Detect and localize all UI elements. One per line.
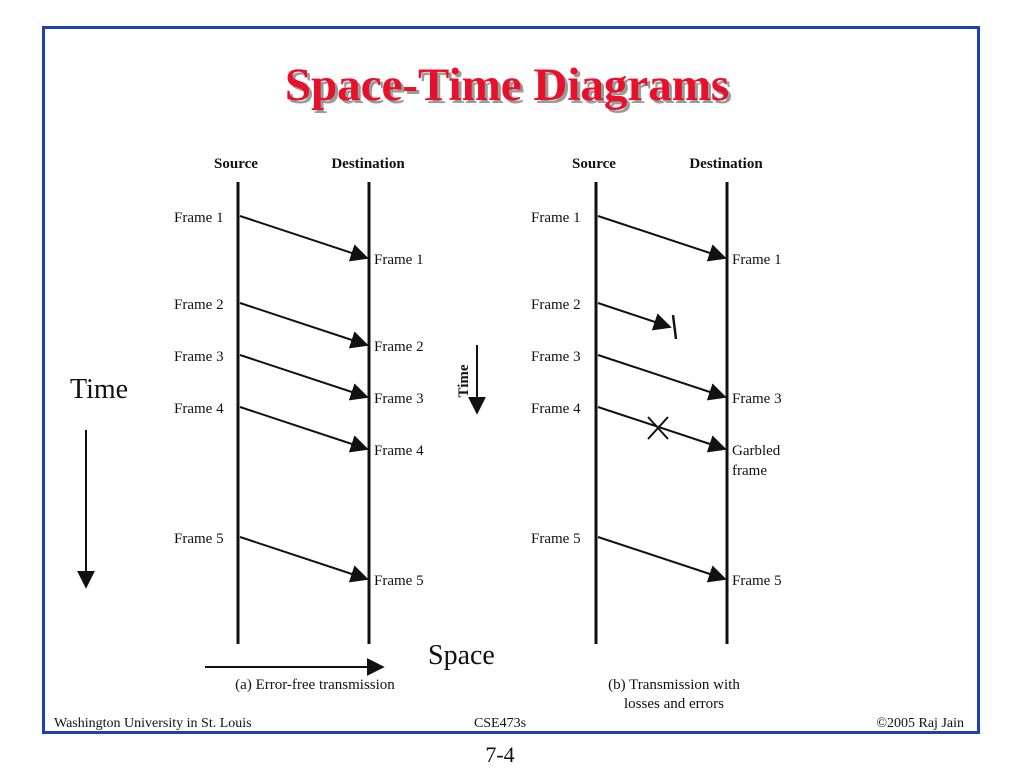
diagram-b-source-frame-4: Frame 4 <box>531 401 581 417</box>
diagram-b-garbled-label-line2: frame <box>732 463 767 479</box>
space-label: Space <box>428 640 495 671</box>
diagram-a-caption: (a) Error-free transmission <box>235 677 395 693</box>
diagram-a-destination-header: Destination <box>331 156 405 172</box>
diagram-b-source-frame-5: Frame 5 <box>531 531 581 547</box>
lost-frame-barrier-icon <box>673 315 676 339</box>
diagram-a-source-frame-4: Frame 4 <box>174 401 224 417</box>
diagram-a-source-frame-5: Frame 5 <box>174 531 224 547</box>
diagram-a-arrow-frame-1 <box>240 216 367 258</box>
diagram-a-dest-frame-2: Frame 2 <box>374 339 424 355</box>
diagram-b-destination-header: Destination <box>689 156 763 172</box>
diagram-a-source-frame-3: Frame 3 <box>174 349 224 365</box>
footer-institution: Washington University in St. Louis <box>54 716 252 731</box>
diagram-b-dest-frame-5: Frame 5 <box>732 573 782 589</box>
diagram-a-dest-frame-5: Frame 5 <box>374 573 424 589</box>
diagram-b-arrow-frame-2-lost <box>598 303 670 327</box>
diagram-b-caption-line2: losses and errors <box>624 696 724 712</box>
error-cross-icon <box>648 417 668 439</box>
diagram-a-source-frame-1: Frame 1 <box>174 210 224 226</box>
diagram-a-source-header: Source <box>214 156 258 172</box>
diagram-b-caption-line1: (b) Transmission with <box>608 677 740 693</box>
diagram-a-dest-frame-3: Frame 3 <box>374 391 424 407</box>
time-label-large: Time <box>70 374 129 405</box>
diagram-a-arrow-frame-2 <box>240 303 367 345</box>
diagram-b-garbled-label-line1: Garbled <box>732 443 781 459</box>
diagram-b-dest-frame-3: Frame 3 <box>732 391 782 407</box>
diagram-a-dest-frame-1: Frame 1 <box>374 252 424 268</box>
diagram-b-source-frame-2: Frame 2 <box>531 297 581 313</box>
diagram-a-source-frame-2: Frame 2 <box>174 297 224 313</box>
diagram-a-arrow-frame-3 <box>240 355 367 397</box>
diagram-b-source-frame-3: Frame 3 <box>531 349 581 365</box>
diagram-b-source-frame-1: Frame 1 <box>531 210 581 226</box>
diagram-a-dest-frame-4: Frame 4 <box>374 443 424 459</box>
slide-number: 7-4 <box>485 742 515 767</box>
footer-copyright: ©2005 Raj Jain <box>876 716 964 731</box>
diagram-b-arrow-frame-5 <box>598 537 725 579</box>
diagram-a-arrow-frame-5 <box>240 537 367 579</box>
diagram-b-arrow-frame-1 <box>598 216 725 258</box>
diagram-b-source-header: Source <box>572 156 616 172</box>
diagram-a-arrow-frame-4 <box>240 407 367 449</box>
footer-course: CSE473s <box>473 716 527 731</box>
diagram-b-arrow-frame-3 <box>598 355 725 397</box>
slide-title: Space-Time Diagrams <box>284 59 730 111</box>
diagram-b-dest-frame-1: Frame 1 <box>732 252 782 268</box>
diagram-b-arrow-frame-4 <box>598 407 725 449</box>
time-label-small: Time <box>456 364 472 398</box>
